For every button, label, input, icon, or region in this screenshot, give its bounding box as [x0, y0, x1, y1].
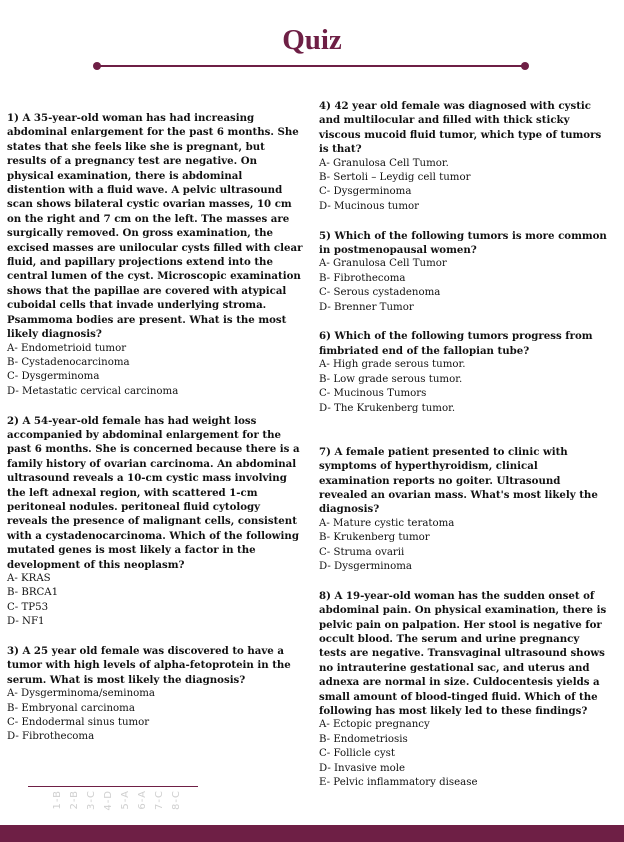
option: B- Krukenberg tumor: [319, 532, 430, 544]
option: D- Brenner Tumor: [319, 301, 414, 313]
option: A- Granulosa Cell Tumor.: [319, 157, 449, 169]
option: E- Pelvic inflammatory disease: [319, 777, 478, 789]
right-column: [319, 99, 609, 805]
option: C- Follicle cyst: [319, 748, 395, 760]
question-stem: 7) A female patient presented to clinic with symptoms of hyperthyroidism, clinical examination reports no goiter. Ultrasound revealed an ovarian mass. What's most likely the diagnosis?: [319, 445, 598, 516]
question-stem: 3) A 25 year old female was discovered to have a tumor with high levels of alpha-fetoprotein in the serum. What is most likely the diagnosis?: [7, 645, 291, 686]
left-column: [7, 111, 303, 759]
question-7: [319, 445, 609, 575]
answer-key-item: 1-B: [52, 790, 63, 810]
question-stem: 8) A 19-year-old woman has the sudden onset of abdominal pain. On physical examination, there is pelvic pain on palpation. Her stool is negative for occult blood. The serum and urine pregnancy tests are negative. Transvaginal ultrasound shows no intrauterine gestational sac, and uterus and adnexa are normal in size. Culdocentesis yields a small amount of blood-tinged fluid. Which of the following has most likely led to these findings?: [319, 589, 607, 717]
title-divider: [97, 65, 525, 67]
option: C- Endodermal sinus tumor: [7, 717, 150, 729]
option: C- Dysgerminoma: [319, 186, 412, 198]
question-stem: 5) Which of the following tumors is more common in postmenopausal women?: [319, 229, 607, 257]
option: D- The Krukenberg tumor.: [319, 402, 456, 414]
question-1: [7, 111, 303, 399]
question-8: [319, 589, 609, 791]
option: B- Fibrothecoma: [319, 272, 406, 284]
answer-key-item: 6-A: [137, 790, 148, 810]
rule-right-dot: [521, 62, 529, 70]
answer-key-item: 7-C: [154, 790, 165, 810]
option: A- Granulosa Cell Tumor: [319, 258, 447, 270]
option: B- Endometriosis: [319, 733, 408, 745]
question-stem: 1) A 35-year-old woman has had increasing abdominal enlargement for the past 6 months. She states that she feels like she is pregnant, but results of a pregnancy test are negative. On physical examination, there is abdominal distention with a fluid wave. A pelvic ultrasound scan shows bilateral cystic ovarian masses, 10 cm on the right and 7 cm on the left. The masses are surgically removed. On gross examination, the excised masses are unilocular cysts filled with clear fluid, and papillary projections extend into the central lumen of the cyst. Microscopic examination shows that the papillae are covered with atypical cuboidal cells that invade underlying stroma. Psammoma bodies are present. What is the most likely diagnosis?: [7, 112, 303, 341]
option: B- Sertoli – Leydig cell tumor: [319, 172, 471, 184]
footer-bar: [0, 825, 624, 842]
answer-key-item: 4-D: [103, 790, 114, 811]
option: D- Fibrothecoma: [7, 731, 95, 743]
option: C- Serous cystadenoma: [319, 287, 441, 299]
question-stem: 2) A 54-year-old female has had weight loss accompanied by abdominal enlargement for the past 6 months. She is concerned because there is a family history of ovarian carcinoma. An abdominal ultrasound reveals a 10-cm cystic mass involving the left adnexal region, with scattered 1-cm peritoneal nodules. peritoneal fluid cytology reveals the presence of malignant cells, consistent with a cystadenocarcinoma. Which of the following mutated genes is most likely a factor in the development of this neoplasm?: [7, 414, 300, 571]
option: B- Low grade serous tumor.: [319, 373, 463, 385]
option: C- Struma ovarii: [319, 546, 405, 558]
option: D- NF1: [7, 616, 45, 628]
question-5: [319, 229, 609, 315]
answer-key-item: 3-C: [86, 790, 97, 810]
option: C- Mucinous Tumors: [319, 388, 427, 400]
question-stem: 6) Which of the following tumors progress from fimbriated end of the fallopian tube?: [319, 330, 593, 357]
option: A- Endometrioid tumor: [7, 342, 127, 354]
option: D- Metastatic cervical carcinoma: [7, 385, 179, 397]
option: B- BRCA1: [7, 587, 59, 599]
option: A- KRAS: [7, 572, 51, 584]
option: D- Mucinous tumor: [319, 200, 420, 212]
option: B- Cystadenocarcinoma: [7, 356, 130, 368]
question-6: [319, 329, 609, 415]
question-3: [7, 644, 303, 745]
question-2: [7, 414, 303, 630]
page-title: Quiz: [282, 24, 342, 56]
option: D- Dysgerminoma: [319, 560, 412, 572]
option: A- Mature cystic teratoma: [319, 517, 455, 529]
option: A- Dysgerminoma/seminoma: [7, 688, 155, 700]
question-4: [319, 99, 609, 214]
option: A- Ectopic pregnancy: [319, 719, 430, 731]
answer-key-divider: [28, 786, 198, 787]
question-stem: 4) 42 year old female was diagnosed with cystic and multilocular and filled with thick sticky viscous mucoid fluid tumor, which type of tumors is that?: [319, 100, 602, 156]
answer-key-item: 8-C: [171, 790, 182, 810]
option: B- Embryonal carcinoma: [7, 702, 135, 714]
option: C- Dysgerminoma: [7, 371, 100, 383]
option: C- TP53: [7, 601, 49, 613]
option: A- High grade serous tumor.: [319, 359, 466, 371]
answer-key-item: 2-B: [69, 790, 80, 810]
option: D- Invasive mole: [319, 762, 406, 774]
answer-key-item: 5-A: [120, 790, 131, 810]
